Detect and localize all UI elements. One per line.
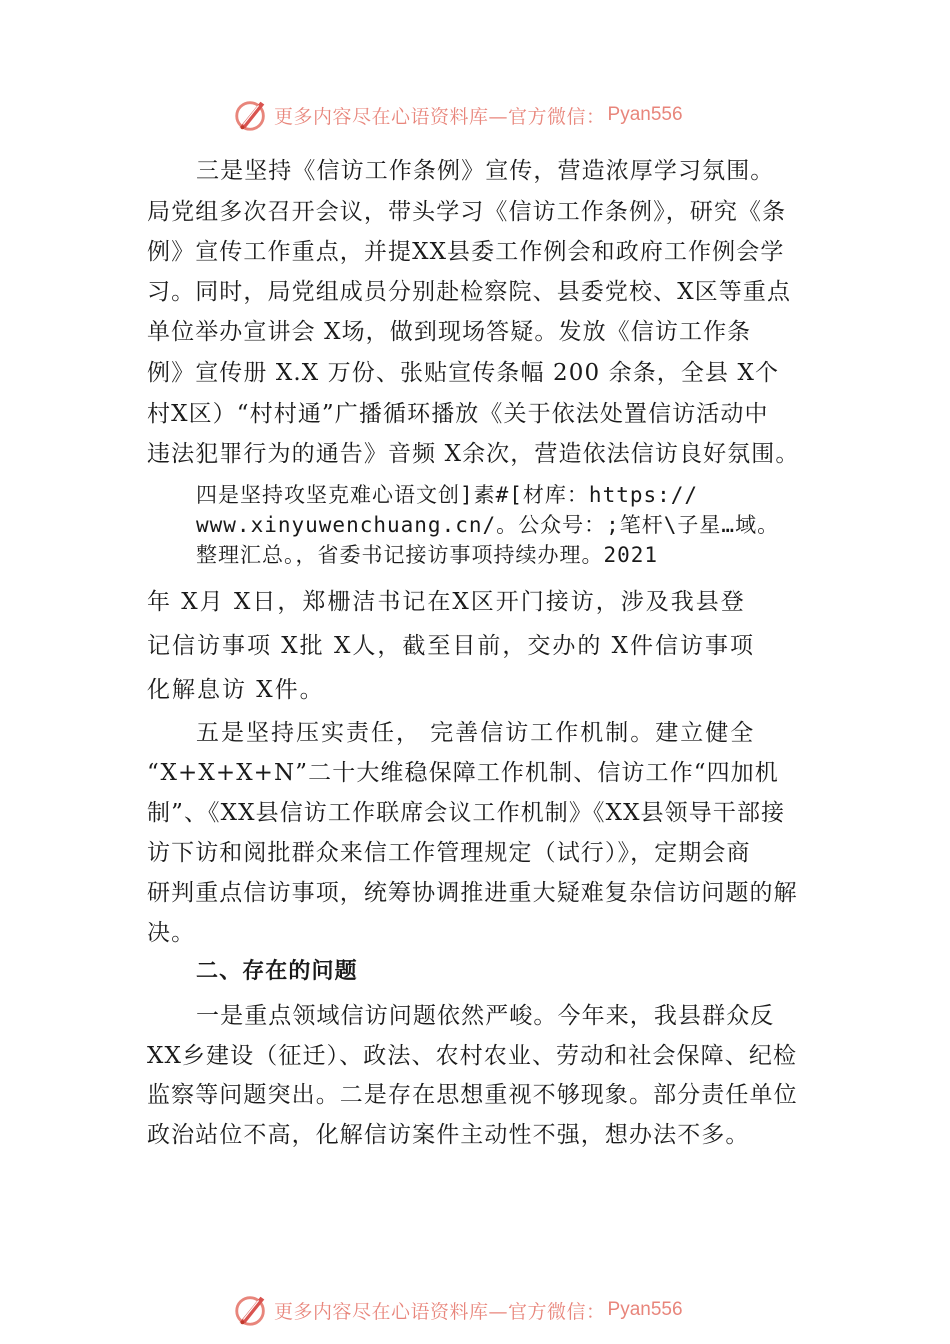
paragraph-line: 局党组多次召开会议，带头学习《信访工作条例》，研究《条 <box>147 199 787 225</box>
paragraph-line: 制”、《XX县信访工作联席会议工作机制》《XX县领导干部接 <box>147 800 786 826</box>
paragraph-line: 例》宣传工作重点，并提XX县委工作例会和政府工作例会学 <box>147 239 785 265</box>
banner-text: 更多内容尽在心语资料库—官方微信： <box>274 105 606 128</box>
quill-logo-icon <box>232 96 270 134</box>
quill-logo-icon <box>232 1291 270 1329</box>
paragraph-line: 一是重点领域信访问题依然严峻。今年来，我县群众反 <box>196 1003 775 1029</box>
paragraph-line: 记信访事项 X批 X人，截至目前，交办的 X件信访事项 <box>147 633 756 659</box>
paragraph-line: 决。 <box>147 920 196 946</box>
watermark-line: 四是坚持攻坚克难心语文创]素#[材库：https:// <box>196 483 699 507</box>
paragraph-line: 违法犯罪行为的通告》音频 X余次，营造依法信访良好氛围。 <box>147 441 800 467</box>
paragraph-line: “X+X+X+N”二十大维稳保障工作机制、信访工作“四加机 <box>147 760 779 786</box>
banner-text: 更多内容尽在心语资料库—官方微信： <box>274 1300 606 1323</box>
banner-wechat-id: Pyan556 <box>607 104 683 125</box>
watermark-line: 整理汇总。，省委书记接访事项持续办理。2021 <box>196 543 659 567</box>
banner-wechat-id: Pyan556 <box>607 1299 683 1320</box>
paragraph-line: 习。同时，局党组成员分别赴检察院、县委党校、X区等重点 <box>147 279 792 305</box>
paragraph-line: XX乡建设（征迁）、政法、农村农业、劳动和社会保障、纪检 <box>147 1043 798 1069</box>
paragraph-line: 五是坚持压实责任， 完善信访工作机制。建立健全 <box>196 720 756 746</box>
footer-banner <box>232 1290 732 1330</box>
paragraph-line: 例》宣传册 X.X 万份、张贴宣传条幅 200 余条，全县 X个 <box>147 360 780 386</box>
paragraph-line: 政治站位不高，化解信访案件主动性不强，想办法不多。 <box>147 1122 750 1148</box>
paragraph-line: 村X区）“村村通”广播循环播放《关于依法处置信访活动中 <box>147 401 769 427</box>
paragraph-line: 年 X月 X日，郑栅洁书记在X区开门接访，涉及我县登 <box>147 589 746 615</box>
paragraph-line: 单位举办宣讲会 X场，做到现场答疑。发放《信访工作条 <box>147 319 752 345</box>
paragraph-line: 研判重点信访事项，统筹协调推进重大疑难复杂信访问题的解 <box>147 880 798 906</box>
paragraph-line: 监察等问题突出。二是存在思想重视不够现象。部分责任单位 <box>147 1082 798 1108</box>
watermark-line: www.xinyuwenchuang.cn/。公众号：;笔杆\子星…域。 <box>196 513 780 537</box>
paragraph-line: 三是坚持《信访工作条例》宣传，营造浓厚学习氛围。 <box>196 158 775 184</box>
section-heading: 二、存在的问题 <box>196 959 358 984</box>
header-banner <box>232 95 732 135</box>
paragraph-line: 化解息访 X件。 <box>147 677 325 703</box>
paragraph-line: 访下访和阅批群众来信工作管理规定（试行）》，定期会商 <box>147 840 751 866</box>
